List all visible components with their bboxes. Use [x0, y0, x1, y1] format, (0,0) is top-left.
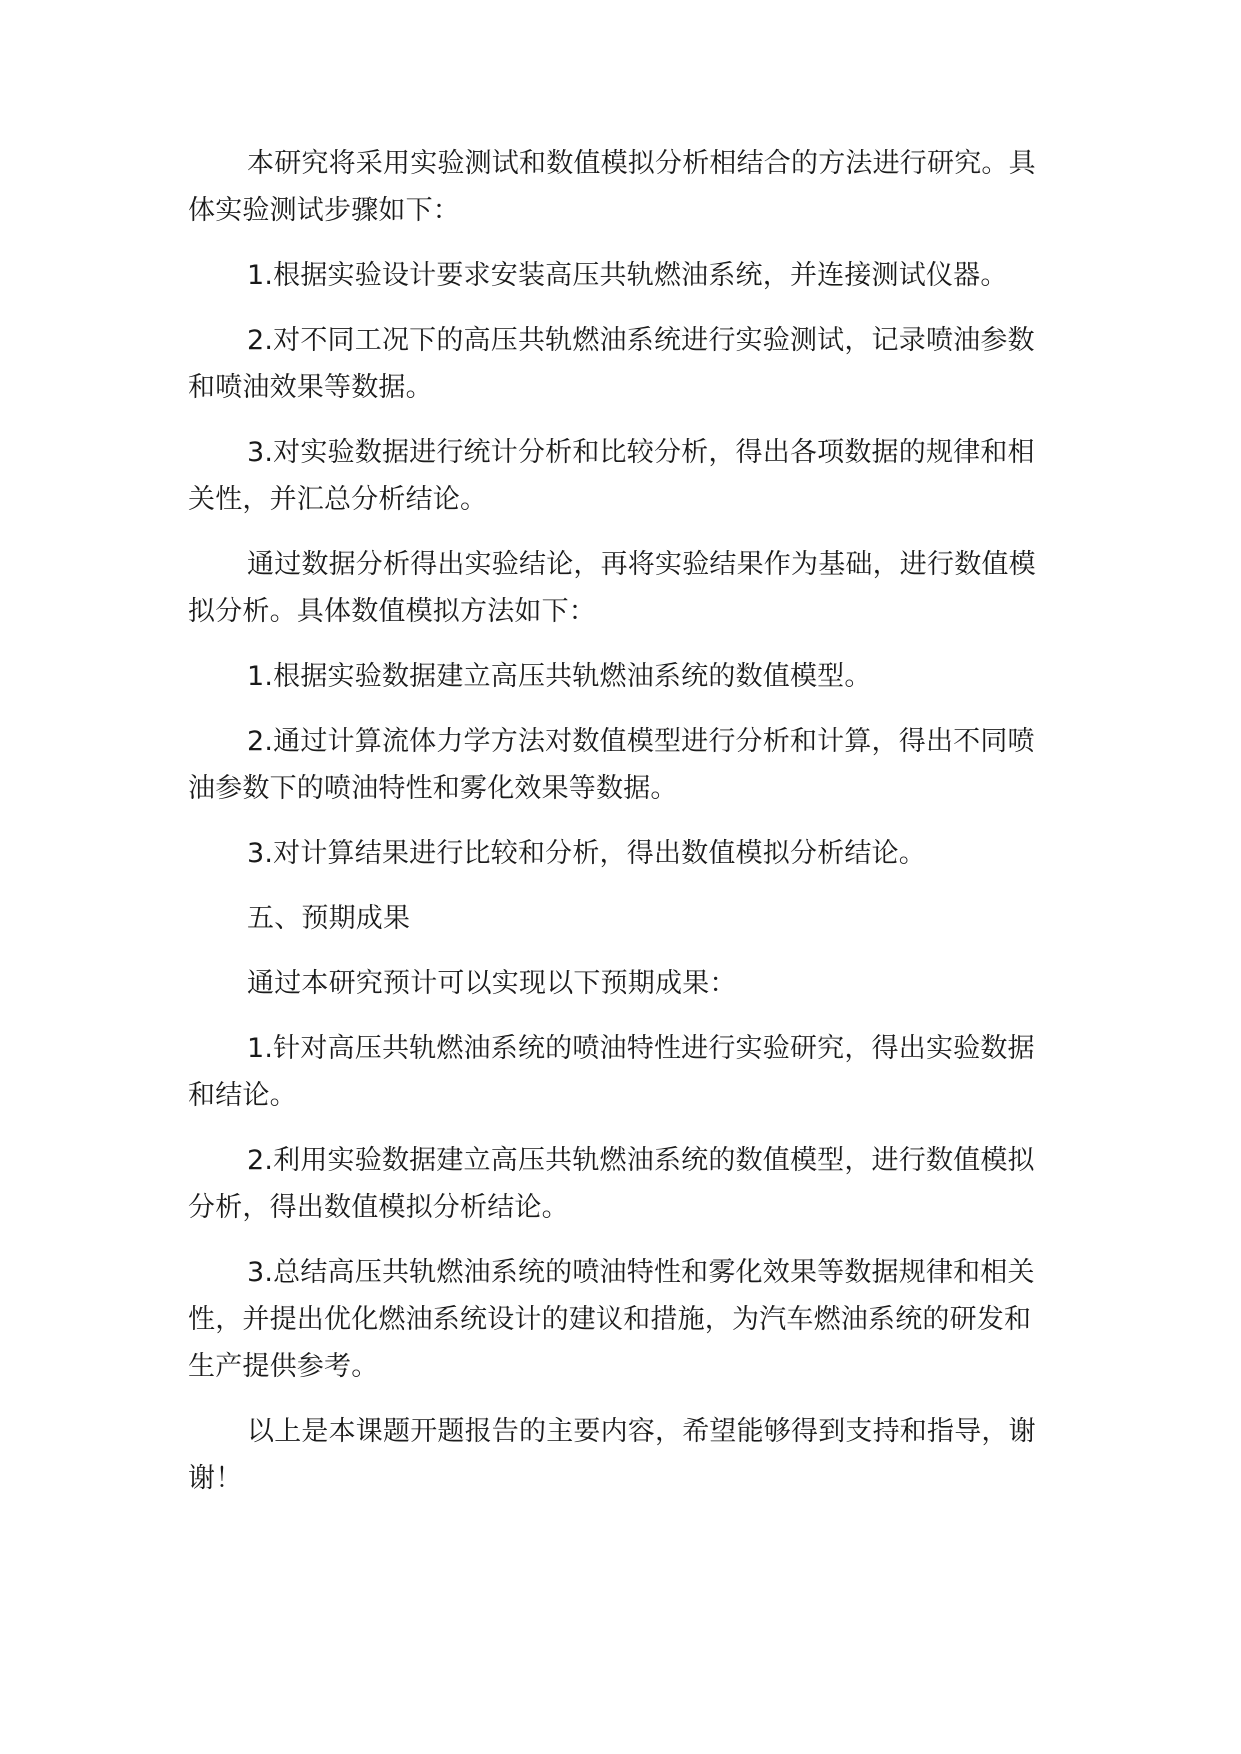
- paragraph-method-intro: 本研究将采用实验测试和数值模拟分析相结合的方法进行研究。具体实验测试步骤如下：: [188, 148, 1036, 226]
- paragraph-simulation-step-3: 3.对计算结果进行比较和分析，得出数值模拟分析结论。: [247, 838, 926, 869]
- paragraph-simulation-step-1: 1.根据实验数据建立高压共轨燃油系统的数值模型。: [247, 661, 872, 692]
- paragraph-result-3: 3.总结高压共轨燃油系统的喷油特性和雾化效果等数据规律和相关性，并提出优化燃油系统设计的建议和措施，为汽车燃油系统的研发和生产提供参考。: [188, 1257, 1035, 1382]
- document-body: [188, 140, 1040, 1520]
- paragraph-result-2: 2.利用实验数据建立高压共轨燃油系统的数值模型，进行数值模拟分析，得出数值模拟分析结论。: [188, 1145, 1035, 1223]
- paragraph-results-intro: 通过本研究预计可以实现以下预期成果：: [247, 968, 737, 999]
- paragraph-closing: 以上是本课题开题报告的主要内容，希望能够得到支持和指导，谢谢！: [188, 1416, 1036, 1494]
- paragraph-experiment-step-2: 2.对不同工况下的高压共轨燃油系统进行实验测试，记录喷油参数和喷油效果等数据。: [188, 325, 1035, 403]
- paragraph-experiment-step-3: 3.对实验数据进行统计分析和比较分析，得出各项数据的规律和相关性，并汇总分析结论。: [188, 437, 1035, 515]
- paragraph-result-1: 1.针对高压共轨燃油系统的喷油特性进行实验研究，得出实验数据和结论。: [188, 1033, 1035, 1111]
- section-heading-expected-results: 五、预期成果: [247, 903, 411, 934]
- paragraph-experiment-step-1: 1.根据实验设计要求安装高压共轨燃油系统，并连接测试仪器。: [247, 260, 1008, 291]
- paragraph-simulation-intro: 通过数据分析得出实验结论，再将实验结果作为基础，进行数值模拟分析。具体数值模拟方法如下：: [188, 549, 1036, 627]
- paragraph-simulation-step-2: 2.通过计算流体力学方法对数值模型进行分析和计算，得出不同喷油参数下的喷油特性和雾化效果等数据。: [188, 726, 1035, 804]
